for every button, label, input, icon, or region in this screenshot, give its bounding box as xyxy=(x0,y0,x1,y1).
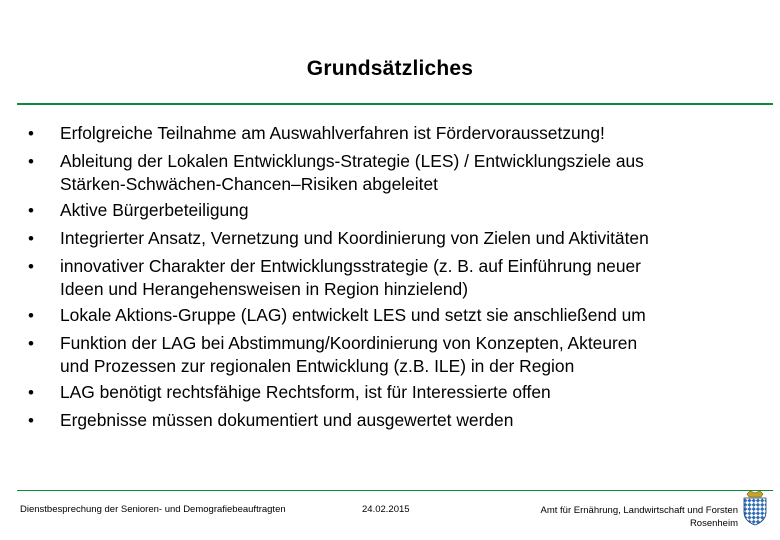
title-divider xyxy=(17,103,773,105)
page-title: Grundsätzliches xyxy=(306,57,474,80)
list-item-text: Integrierter Ansatz, Vernetzung und Koordinierung von Zielen und Aktivitäten xyxy=(60,228,649,248)
list-item xyxy=(0,253,780,301)
bullet-icon: • xyxy=(28,411,34,430)
list-item xyxy=(0,148,780,196)
bullet-icon: • xyxy=(28,306,34,325)
list-item-text: Funktion der LAG bei Abstimmung/Koordinierung von Konzepten, Akteuren und Prozessen zur regionalen Entwicklung (z.B. ILE) in der Region xyxy=(60,333,638,376)
list-item-text: LAG benötigt rechtsfähige Rechtsform, ist für Interessierte offen xyxy=(60,382,551,402)
bullet-icon: • xyxy=(28,257,34,276)
list-item xyxy=(0,302,780,329)
list-item-text: Aktive Bürgerbeteiligung xyxy=(60,200,249,220)
list-item xyxy=(0,379,780,406)
bullet-list xyxy=(0,120,780,435)
bullet-icon: • xyxy=(28,124,34,143)
list-item xyxy=(0,407,780,434)
bullet-icon: • xyxy=(28,383,34,402)
list-item-text: Lokale Aktions-Gruppe (LAG) entwickelt LES und setzt sie anschließend um xyxy=(60,305,646,325)
footer-office-line2: Rosenheim xyxy=(689,518,738,529)
footer-office-line1: Amt für Ernährung, Landwirtschaft und Forsten xyxy=(540,505,738,516)
list-item xyxy=(0,225,780,252)
bullet-icon: • xyxy=(28,201,34,220)
bullet-icon: • xyxy=(28,229,34,248)
footer-date: 24.02.2015 xyxy=(362,504,410,515)
list-item-text: Erfolgreiche Teilnahme am Auswahlverfahren ist Fördervoraussetzung! xyxy=(60,123,605,143)
list-item-text: Ergebnisse müssen dokumentiert und ausgewertet werden xyxy=(60,410,514,430)
footer-event-title: Dienstbesprechung der Senioren- und Demografiebeauftragten xyxy=(20,504,286,515)
list-item xyxy=(0,197,780,224)
footer-divider xyxy=(17,490,773,491)
footer-office xyxy=(541,504,739,530)
bavarian-crest-icon xyxy=(741,490,769,526)
list-item-text: Ableitung der Lokalen Entwicklungs-Strategie (LES) / Entwicklungsziele aus Stärken-Schwächen-Chancen–Risiken abgeleitet xyxy=(60,151,644,194)
list-item xyxy=(0,330,780,378)
list-item xyxy=(0,120,780,147)
bullet-icon: • xyxy=(28,334,34,353)
bullet-icon: • xyxy=(28,152,34,171)
list-item-text: innovativer Charakter der Entwicklungsstrategie (z. B. auf Einführung neuer Ideen und Herangehensweisen in Region hinzielend) xyxy=(60,256,641,299)
